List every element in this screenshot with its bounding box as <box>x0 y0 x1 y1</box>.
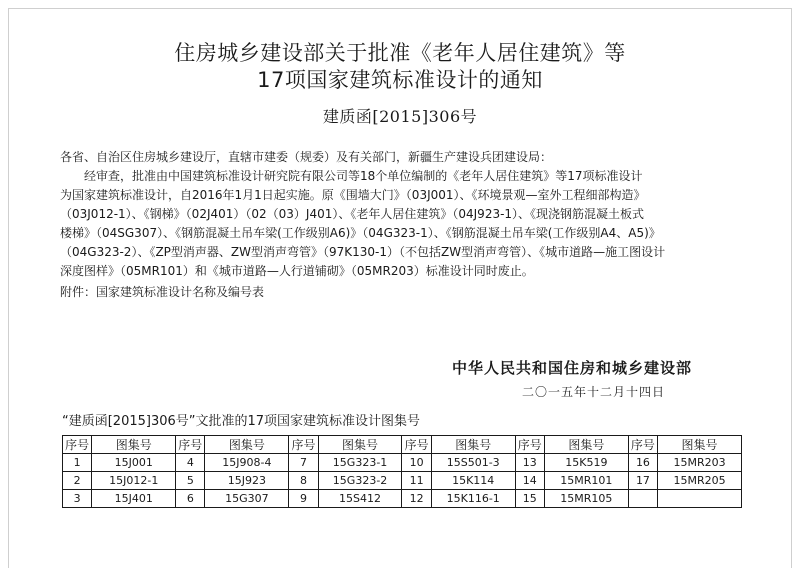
code-cell: 15K116-1 <box>431 490 515 508</box>
header-code: 图集号 <box>658 436 742 454</box>
code-cell: 15G323-1 <box>318 454 402 472</box>
seq-cell: 8 <box>289 472 318 490</box>
table-caption: “建质函[2015]306号”文批准的17项国家建筑标准设计图集号 <box>62 414 421 429</box>
seq-cell: 14 <box>515 472 544 490</box>
code-cell: 15MR205 <box>658 472 742 490</box>
body-line: 深度图样》（05MR101）和《城市道路—人行道铺砌》（05MR203）标准设计同时废止。 <box>60 264 534 278</box>
header-seq: 序号 <box>176 436 205 454</box>
body-line: 经审查，批准由中国建筑标准设计研究院有限公司等18个单位编制的《老年人居住建筑》等17项标准设计 <box>84 169 643 183</box>
code-cell: 15J923 <box>205 472 289 490</box>
seq-cell: 13 <box>515 454 544 472</box>
code-cell: 15K519 <box>544 454 628 472</box>
header-code: 图集号 <box>544 436 628 454</box>
body-line: 为国家建筑标准设计，自2016年1月1日起实施。原《围墙大门》（03J001）、《环境景观—室外工程细部构造》 <box>60 188 646 202</box>
seq-cell: 3 <box>63 490 92 508</box>
seq-cell: 16 <box>628 454 657 472</box>
notice-title-line2: 17项国家建筑标准设计的通知 <box>257 68 543 92</box>
header-seq: 序号 <box>628 436 657 454</box>
seq-cell: 4 <box>176 454 205 472</box>
header-seq: 序号 <box>289 436 318 454</box>
document-number: 建质函[2015]306号 <box>322 107 478 126</box>
code-cell: 15J908-4 <box>205 454 289 472</box>
seq-cell: 7 <box>289 454 318 472</box>
header-code: 图集号 <box>318 436 402 454</box>
code-cell: 15J001 <box>92 454 176 472</box>
notice-body <box>60 167 750 281</box>
code-cell: 15MR105 <box>544 490 628 508</box>
seq-cell: 2 <box>63 472 92 490</box>
attachment-note: 附件：国家建筑标准设计名称及编号表 <box>60 285 265 299</box>
seq-cell: 1 <box>63 454 92 472</box>
seq-cell: 11 <box>402 472 431 490</box>
code-cell: 15S501-3 <box>431 454 515 472</box>
code-cell: 15G307 <box>205 490 289 508</box>
addressee: 各省、自治区住房城乡建设厅，直辖市建委（规委）及有关部门，新疆生产建设兵团建设局： <box>60 150 553 164</box>
body-line: 楼梯》（04SG307）、《钢筋混凝土吊车梁(工作级别A6)》（04G323-1）、《钢筋混凝土吊车梁(工作级别A4、A5)》 <box>60 226 661 240</box>
code-cell: 15J401 <box>92 490 176 508</box>
header-code: 图集号 <box>92 436 176 454</box>
seq-cell: 12 <box>402 490 431 508</box>
header-seq: 序号 <box>515 436 544 454</box>
atlas-code-table <box>62 435 742 508</box>
table-row <box>63 454 742 472</box>
seq-cell: 17 <box>628 472 657 490</box>
code-cell: 15K114 <box>431 472 515 490</box>
seq-cell: 5 <box>176 472 205 490</box>
header-code: 图集号 <box>205 436 289 454</box>
code-cell: 15J012-1 <box>92 472 176 490</box>
code-cell: 15MR203 <box>658 454 742 472</box>
header-seq: 序号 <box>402 436 431 454</box>
seq-cell: 15 <box>515 490 544 508</box>
issuing-authority: 中华人民共和国住房和城乡建设部 <box>452 359 693 377</box>
code-cell: 15S412 <box>318 490 402 508</box>
header-seq: 序号 <box>63 436 92 454</box>
table-row <box>63 472 742 490</box>
seq-cell <box>628 490 657 508</box>
seq-cell: 6 <box>176 490 205 508</box>
code-cell: 15G323-2 <box>318 472 402 490</box>
table-row <box>63 490 742 508</box>
header-code: 图集号 <box>431 436 515 454</box>
body-line: （04G323-2）、《ZP型消声器、ZW型消声弯管》（97K130-1）（不包括ZW型消声弯管）、《城市道路—施工图设计 <box>60 245 666 259</box>
notice-title-line1: 住房城乡建设部关于批准《老年人居住建筑》等 <box>174 41 626 65</box>
body-line: （03J012-1）、《钢梯》（02J401）（02（03）J401）、《老年人居住建筑》（04J923-1）、《现浇钢筋混凝土板式 <box>60 207 645 221</box>
seq-cell: 10 <box>402 454 431 472</box>
code-cell: 15MR101 <box>544 472 628 490</box>
table-header-row <box>63 436 742 454</box>
code-cell <box>658 490 742 508</box>
seq-cell: 9 <box>289 490 318 508</box>
issue-date: 二〇一五年十二月十四日 <box>522 385 666 399</box>
